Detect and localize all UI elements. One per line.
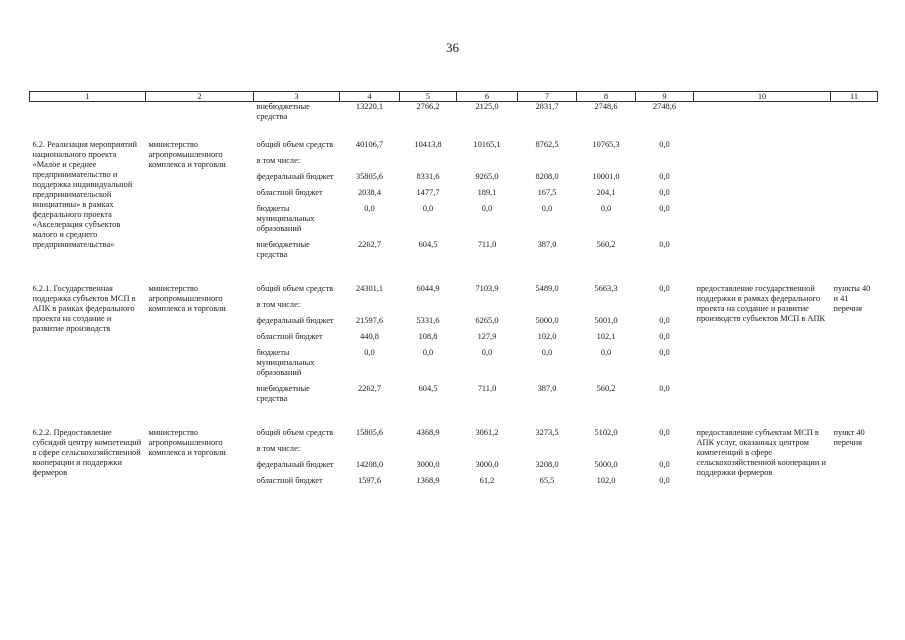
- value-cell: 604,5: [418, 384, 438, 393]
- value-cell: 2262,7: [357, 240, 382, 249]
- value-cell: 7103,9: [475, 284, 499, 293]
- value-cell: 560,2: [596, 240, 616, 249]
- value-cell: 604,5: [418, 240, 438, 249]
- funding-type: общий объем средств: [256, 428, 334, 437]
- header-cell: 6: [457, 92, 518, 102]
- value-cell: 2262,7: [357, 384, 382, 393]
- value-cell: 5102,0: [594, 428, 618, 437]
- funding-type: областной бюджет: [256, 188, 323, 197]
- section-spacer: [30, 266, 878, 284]
- value-cell: [400, 156, 457, 172]
- budget-table: [29, 91, 878, 492]
- funding-type: внебюджетные средства: [256, 102, 310, 121]
- header-cell: 5: [400, 92, 457, 102]
- carryover-row: [30, 102, 878, 123]
- value-cell: 102,1: [596, 332, 616, 341]
- value-cell: 5000,0: [535, 316, 559, 325]
- value-cell: 0,0: [659, 204, 670, 213]
- value-cell: 21597,6: [355, 316, 384, 325]
- value-cell: 5000,0: [594, 460, 618, 469]
- reference: [831, 140, 878, 266]
- value-cell: 0,0: [659, 240, 670, 249]
- table-body: [30, 92, 878, 493]
- value-cell: 0,0: [422, 204, 434, 213]
- header-cell: 1: [30, 92, 146, 102]
- value-cell: 10413,8: [414, 140, 442, 149]
- value-cell: [457, 444, 518, 460]
- value-cell: 15805,6: [355, 428, 384, 437]
- value-cell: 0,0: [659, 428, 670, 437]
- funding-type: общий объем средств: [256, 140, 334, 149]
- value-cell: [340, 300, 400, 316]
- expected-result: [694, 140, 831, 266]
- value-cell: 10001,0: [592, 172, 620, 181]
- value-cell: [577, 156, 636, 172]
- funding-type: федеральный бюджет: [256, 172, 334, 181]
- value-cell: 387,0: [537, 240, 557, 249]
- value-cell: 2766,2: [416, 102, 440, 111]
- value-cell: 204,1: [596, 188, 616, 197]
- value-cell: 65,5: [539, 476, 555, 485]
- funding-type: общий объем средств: [256, 284, 334, 293]
- value-cell: 4368,9: [416, 428, 440, 437]
- executor: министерство агропромышленного комплекса и торговли: [148, 428, 226, 457]
- value-cell: 560,2: [596, 384, 616, 393]
- value-cell: 5331,6: [416, 316, 440, 325]
- value-cell: 24301,1: [355, 284, 384, 293]
- funding-type: областной бюджет: [256, 332, 323, 341]
- value-cell: 0,0: [659, 316, 670, 325]
- value-cell: [400, 444, 457, 460]
- value-cell: 0,0: [481, 204, 493, 213]
- value-cell: 0,0: [481, 348, 493, 357]
- value-cell: 0,0: [364, 348, 375, 357]
- value-cell: 0,0: [659, 284, 670, 293]
- value-cell: 0,0: [659, 172, 670, 181]
- value-cell: 0,0: [659, 188, 670, 197]
- value-cell: 3000,0: [475, 460, 499, 469]
- header-cell: 4: [340, 92, 400, 102]
- value-cell: 0,0: [659, 460, 670, 469]
- reference: пункты 40 и 41 перечня: [833, 284, 871, 313]
- header-cell: 2: [146, 92, 254, 102]
- value-cell: 2038,4: [357, 188, 382, 197]
- value-cell: 0,0: [659, 348, 670, 357]
- value-cell: 9265,0: [475, 172, 499, 181]
- funding-type: в том числе:: [256, 300, 301, 309]
- value-cell: 0,0: [659, 476, 670, 485]
- value-cell: 0,0: [422, 348, 434, 357]
- value-cell: [340, 156, 400, 172]
- value-cell: 8208,0: [535, 172, 559, 181]
- value-cell: 0,0: [600, 348, 612, 357]
- value-cell: 108,8: [418, 332, 438, 341]
- value-cell: 13220,1: [355, 102, 384, 111]
- value-cell: 711,0: [477, 384, 497, 393]
- value-cell: 0,0: [659, 140, 670, 149]
- value-cell: 440,8: [360, 332, 379, 341]
- value-cell: 1477,7: [416, 188, 440, 197]
- header-cell: 3: [254, 92, 340, 102]
- measure-name: 6.2. Реализация мероприятий национального проекта «Малое и среднее предпринимательство и поддержка индивидуальной предпринимательской инициативы» в рамках федерального проекта «Акселерация субъектов малого и среднего предпринимательства»: [32, 140, 137, 249]
- value-cell: 102,0: [596, 476, 616, 485]
- funding-type: бюджеты муниципальных образований: [256, 348, 315, 377]
- value-cell: 5001,0: [594, 316, 618, 325]
- value-cell: [518, 156, 577, 172]
- executor: министерство агропромышленного комплекса и торговли: [148, 284, 226, 313]
- value-cell: [340, 444, 400, 460]
- value-cell: 2831,7: [535, 102, 559, 111]
- value-cell: 3273,5: [535, 428, 559, 437]
- value-cell: 189,1: [477, 188, 497, 197]
- value-cell: 711,0: [477, 240, 497, 249]
- measure-name: 6.2.1. Государственная поддержка субъектов МСП в АПК в рамках федерального проекта на создание и развитие производств: [32, 284, 136, 333]
- table-row: [30, 428, 878, 444]
- header-cell: 7: [518, 92, 577, 102]
- value-cell: 40106,7: [355, 140, 384, 149]
- table-row: [30, 140, 878, 156]
- value-cell: 0,0: [541, 204, 553, 213]
- measure-name: 6.2.2. Предоставление субсидий центру компетенций в сфере сельскохозяйственной кооперации и поддержки фермеров: [32, 428, 142, 477]
- section-spacer: [30, 410, 878, 428]
- value-cell: 2748,6: [594, 102, 618, 111]
- header-row: [30, 92, 878, 102]
- value-cell: 2125,0: [475, 102, 499, 111]
- funding-type: бюджеты муниципальных образований: [256, 204, 315, 233]
- value-cell: [400, 300, 457, 316]
- funding-type: федеральный бюджет: [256, 316, 334, 325]
- value-cell: 5663,3: [594, 284, 618, 293]
- funding-type: в том числе:: [256, 444, 301, 453]
- value-cell: [457, 300, 518, 316]
- value-cell: 102,0: [537, 332, 557, 341]
- value-cell: 0,0: [659, 384, 670, 393]
- value-cell: 2748,6: [652, 102, 677, 111]
- value-cell: 6044,9: [416, 284, 440, 293]
- value-cell: 8762,5: [535, 140, 559, 149]
- value-cell: 61,2: [479, 476, 495, 485]
- value-cell: [457, 156, 518, 172]
- funding-type: в том числе:: [256, 156, 301, 165]
- funding-type: федеральный бюджет: [256, 460, 334, 469]
- value-cell: 10765,3: [592, 140, 620, 149]
- value-cell: [518, 300, 577, 316]
- expected-result: предоставление государственной поддержки в рамках федерального проекта на создание и развитие производств субъектов МСП в АПК: [696, 284, 826, 323]
- value-cell: 0,0: [659, 332, 670, 341]
- value-cell: [577, 444, 636, 460]
- reference: пункт 40 перечня: [833, 428, 865, 447]
- value-cell: 127,9: [477, 332, 497, 341]
- value-cell: [636, 156, 694, 172]
- value-cell: 387,0: [537, 384, 557, 393]
- value-cell: 8331,6: [416, 172, 440, 181]
- page-number: 36: [446, 40, 459, 55]
- value-cell: 3000,0: [416, 460, 440, 469]
- value-cell: [636, 300, 694, 316]
- funding-type: внебюджетные средства: [256, 384, 310, 403]
- value-cell: 3208,0: [535, 460, 559, 469]
- value-cell: [636, 444, 694, 460]
- value-cell: 35805,6: [355, 172, 384, 181]
- expected-result: предоставление субъектам МСП в АПК услуг, оказанных центром компетенций в сфере сельскохозяйственной кооперации и поддержки фермеров: [696, 428, 826, 477]
- header-cell: 10: [694, 92, 831, 102]
- funding-type: областной бюджет: [256, 476, 323, 485]
- value-cell: 0,0: [541, 348, 553, 357]
- section-spacer: [30, 122, 878, 140]
- header-cell: 9: [636, 92, 694, 102]
- value-cell: [518, 444, 577, 460]
- value-cell: 167,5: [537, 188, 557, 197]
- value-cell: 14208,0: [355, 460, 384, 469]
- header-cell: 8: [577, 92, 636, 102]
- value-cell: 0,0: [600, 204, 612, 213]
- value-cell: 6265,0: [475, 316, 499, 325]
- value-cell: 1368,9: [416, 476, 440, 485]
- header-cell: 11: [831, 92, 878, 102]
- table-row: [30, 284, 878, 300]
- value-cell: [577, 300, 636, 316]
- funding-type: внебюджетные средства: [256, 240, 310, 259]
- value-cell: 0,0: [364, 204, 375, 213]
- value-cell: 3061,2: [475, 428, 499, 437]
- value-cell: 10165,1: [473, 140, 501, 149]
- executor: министерство агропромышленного комплекса и торговли: [148, 140, 226, 169]
- value-cell: 5489,0: [535, 284, 559, 293]
- value-cell: 1597,6: [357, 476, 382, 485]
